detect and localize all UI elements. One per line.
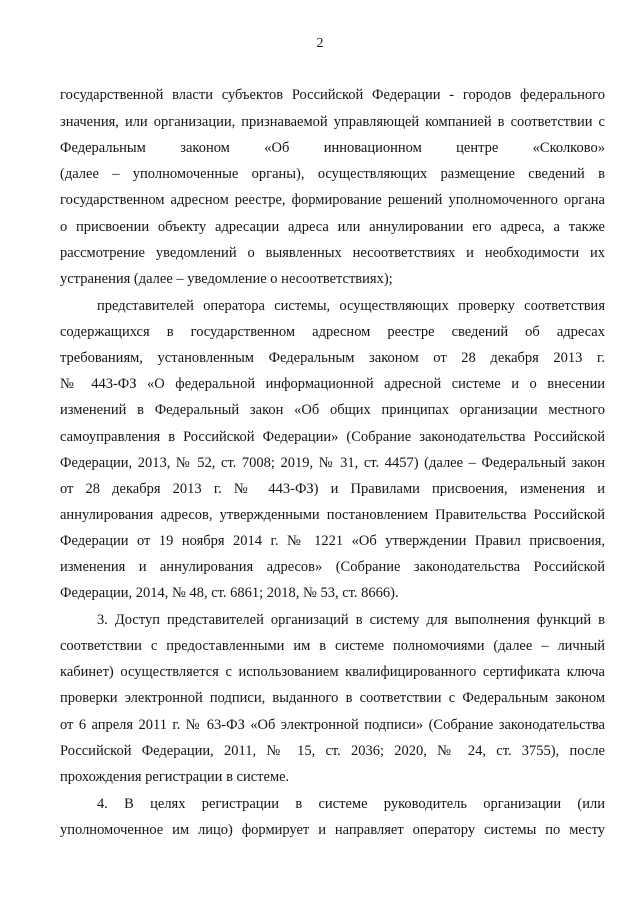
text-line: проверки электронной подписи, выданного в соответствии с Федеральным законом xyxy=(60,690,605,706)
text-line: соответствии с предоставленными им в системе полномочиями (далее – личный xyxy=(60,638,605,654)
text-line: государственном адресном реестре, формирование решений уполномоченного органа xyxy=(60,192,605,208)
text-line: аннулирования адресов, утвержденными постановлением Правительства Российской xyxy=(60,507,605,523)
text-line: о присвоении объекту адресации адреса или аннулировании его адреса, а также xyxy=(60,219,605,235)
text-line: Российской Федерации, 2011, № 15, ст. 2036; 2020, № 24, ст. 3755), после xyxy=(60,743,605,759)
text-line: от 28 декабря 2013 г. № 443-ФЗ) и Правилами присвоения, изменения и xyxy=(60,481,605,497)
text-line: (далее – уполномоченные органы), осуществляющих размещение сведений в xyxy=(60,166,605,182)
text-line: Федерации, 2013, № 52, ст. 7008; 2019, № 31, ст. 4457) (далее – Федеральный закон xyxy=(60,455,605,471)
text-line: Федерации, 2014, № 48, ст. 6861; 2018, № 53, ст. 8666). xyxy=(60,585,399,601)
text-line: изменений в Федеральный закон «Об общих принципах организации местного xyxy=(60,402,605,418)
text-line: рассмотрение уведомлений о выявленных несоответствиях и необходимости их xyxy=(60,245,605,261)
text-line: самоуправления в Российской Федерации» (Собрание законодательства Российской xyxy=(60,429,605,445)
text-line: Федерации от 19 ноября 2014 г. № 1221 «Об утверждении Правил присвоения, xyxy=(60,533,605,549)
text-line: значения, или организации, признаваемой управляющей компанией в соответствии с xyxy=(60,114,605,130)
text-line: кабинет) осуществляется с использованием квалифицированного сертификата ключа xyxy=(60,664,605,680)
text-line: изменения и аннулирования адресов» (Собрание законодательства Российской xyxy=(60,559,605,575)
text-line: № 443-ФЗ «О федеральной информационной адресной системе и о внесении xyxy=(60,376,605,392)
paragraph-first-line: 3. Доступ представителей организаций в систему для выполнения функций в xyxy=(97,612,605,628)
text-line: государственной власти субъектов Российской Федерации - городов федерального xyxy=(60,87,605,103)
paragraph-first-line: 4. В целях регистрации в системе руководитель организации (или xyxy=(97,796,605,812)
paragraph-first-line: представителей оператора системы, осуществляющих проверку соответствия xyxy=(97,298,605,314)
text-line: устранения (далее – уведомление о несоответствиях); xyxy=(60,271,393,287)
text-line: содержащихся в государственном адресном реестре сведений об адресах xyxy=(60,324,605,340)
text-line: уполномоченное им лицо) формирует и направляет оператору системы по месту xyxy=(60,822,605,838)
text-line: от 6 апреля 2011 г. № 63-ФЗ «Об электронной подписи» (Собрание законодательства xyxy=(60,717,605,733)
page-number: 2 xyxy=(316,36,324,51)
text-line: прохождения регистрации в системе. xyxy=(60,769,290,785)
text-line: Федеральным законом «Об инновационном центре «Сколково» xyxy=(60,140,605,156)
text-line: требованиям, установленным Федеральным законом от 28 декабря 2013 г. xyxy=(60,350,605,366)
